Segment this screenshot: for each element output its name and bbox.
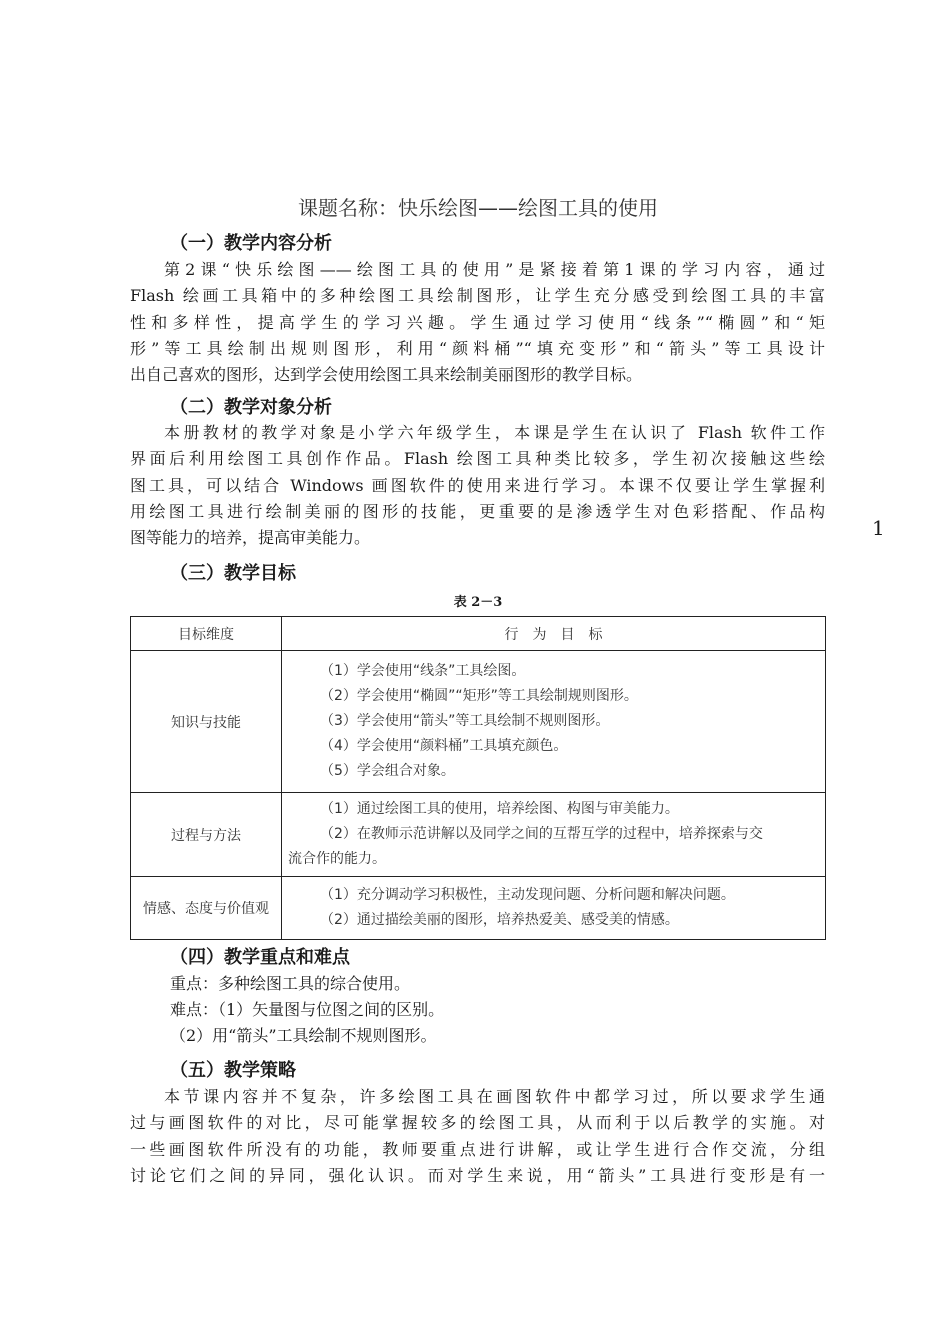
difficulty-line: 难点：（1）矢量图与位图之间的区别。 <box>170 1000 445 1019</box>
paragraph-line: 界面后利用绘图工具创作作品。Flash 绘图工具种类比较多，学生初次接触这些绘 <box>130 449 825 469</box>
paragraph-content-analysis <box>130 257 825 388</box>
goals-table <box>130 616 826 940</box>
paragraph-line: 第2课“快乐绘图——绘图工具的使用”是紧接着第1课的学习内容，通过 <box>164 260 825 279</box>
row-goals <box>282 877 826 940</box>
section-heading-audience-analysis: （二）教学对象分析 <box>170 397 332 418</box>
table-caption: 表 2－3 <box>453 595 503 610</box>
header-dimension: 目标维度 <box>131 617 282 651</box>
paragraph-teaching-strategy <box>130 1084 825 1189</box>
row-dimension: 情感、态度与价值观 <box>131 877 282 940</box>
goal-item: （5）学会组合对象。 <box>320 763 455 779</box>
row-dimension: 知识与技能 <box>131 651 282 793</box>
page-number: 1 <box>872 516 885 540</box>
paragraph-line: 本节课内容并不复杂，许多绘图工具在画图软件中都学习过，所以要求学生通 <box>164 1087 825 1106</box>
section-heading-teaching-goals: （三）教学目标 <box>170 563 296 584</box>
goal-item: （1）学会使用“线条”工具绘图。 <box>320 663 526 679</box>
row-goals <box>282 793 826 877</box>
paragraph-line: 出自己喜欢的图形，达到学会使用绘图工具来绘制美丽图形的教学目标。 <box>130 365 643 385</box>
goal-item: 流合作的能力。 <box>288 851 386 867</box>
goal-item: （4）学会使用“颜料桶”工具填充颜色。 <box>320 738 568 754</box>
goal-item: （2）学会使用“椭圆”“矩形”等工具绘制规则图形。 <box>320 688 638 704</box>
paragraph-line: 图工具，可以结合 Windows 画图软件的使用来进行学习。本课不仅要让学生掌握利 <box>130 475 825 495</box>
section-heading-content-analysis: （一）教学内容分析 <box>170 233 332 254</box>
goal-item: （2）通过描绘美丽的图形，培养热爱美、感受美的情感。 <box>320 912 679 928</box>
paragraph-line: 本册教材的教学对象是小学六年级学生，本课是学生在认识了 Flash 软件工作 <box>164 423 825 442</box>
paragraph-line: Flash 绘画工具箱中的多种绘图工具绘制图形，让学生充分感受到绘图工具的丰富 <box>130 286 825 306</box>
row-goals <box>282 651 826 793</box>
table-row <box>131 877 826 940</box>
paragraph-audience-analysis <box>130 420 825 551</box>
section-heading-key-points: （四）教学重点和难点 <box>170 947 350 968</box>
paragraph-line: 过与画图软件的对比，尽可能掌握较多的绘图工具，从而利于以后教学的实施。对 <box>130 1113 825 1133</box>
row-dimension: 过程与方法 <box>131 793 282 877</box>
key-point-line: 重点：多种绘图工具的综合使用。 <box>170 974 411 993</box>
paragraph-line: 用绘图工具进行绘制美丽的图形的技能，更重要的是渗透学生对色彩搭配、作品构 <box>130 501 825 521</box>
paragraph-line: 性和多样性，提高学生的学习兴趣。学生通过学习使用“线条”“椭圆”和“矩 <box>130 312 825 332</box>
paragraph-line: 讨论它们之间的异同，强化认识。而对学生来说，用“箭头”工具进行变形是有一 <box>130 1165 825 1185</box>
paragraph-line: 形”等工具绘制出规则图形，利用“颜料桶”“填充变形”和“箭头”等工具设计 <box>130 338 825 358</box>
goal-item: （2）在教师示范讲解以及同学之间的互帮互学的过程中，培养探索与交 <box>320 826 763 842</box>
paragraph-line: 一些画图软件所没有的功能，教师要重点进行讲解，或让学生进行合作交流，分组 <box>130 1139 825 1159</box>
table-row <box>131 793 826 877</box>
paragraph-line: 图等能力的培养，提高审美能力。 <box>130 528 371 548</box>
table-row <box>131 651 826 793</box>
header-goals: 行 为 目 标 <box>282 617 826 651</box>
table-header-row <box>131 617 826 651</box>
goal-item: （1）充分调动学习积极性，主动发现问题、分析问题和解决问题。 <box>320 887 735 903</box>
section-heading-teaching-strategy: （五）教学策略 <box>170 1060 296 1081</box>
lesson-title: 课题名称：快乐绘图——绘图工具的使用 <box>298 196 658 220</box>
goal-item: （1）通过绘图工具的使用，培养绘图、构图与审美能力。 <box>320 801 679 817</box>
difficulty-line: （2）用“箭头”工具绘制不规则图形。 <box>170 1026 437 1045</box>
goal-item: （3）学会使用“箭头”等工具绘制不规则图形。 <box>320 713 610 729</box>
